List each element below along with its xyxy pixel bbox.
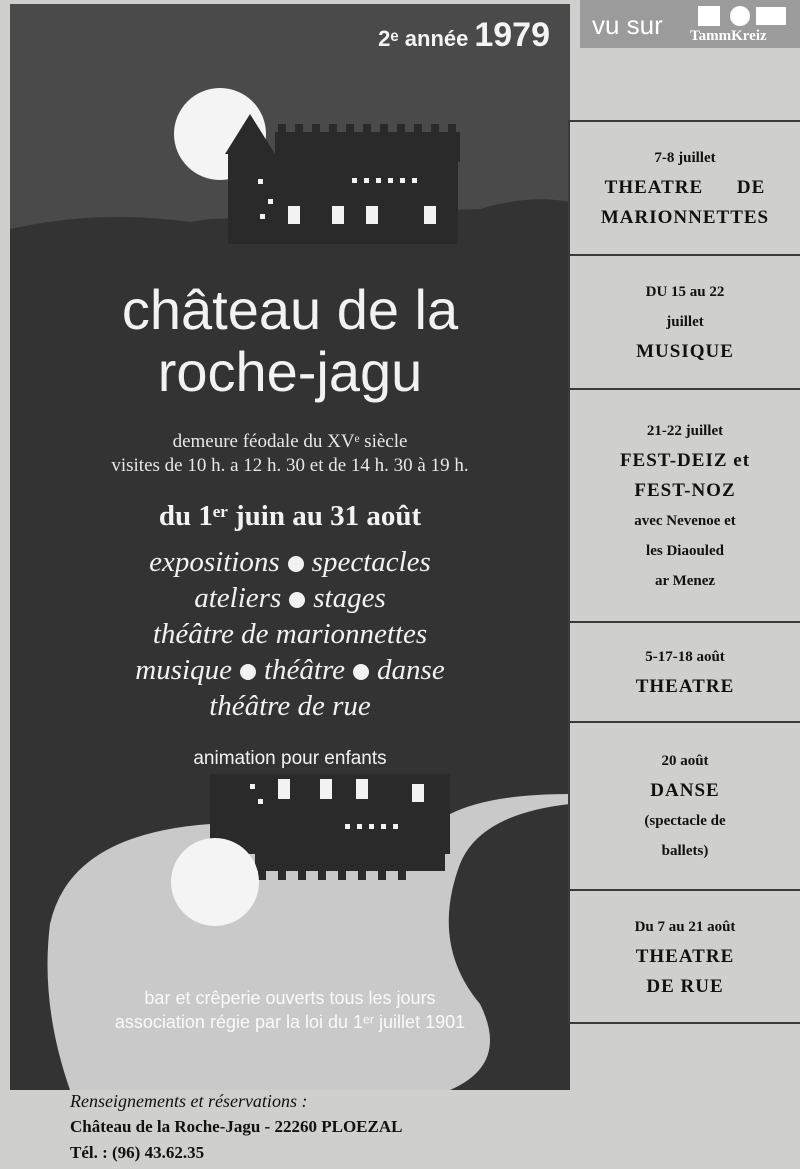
schedule-event: THEATRE DE xyxy=(604,177,766,198)
bullet-icon xyxy=(288,556,304,572)
schedule-item xyxy=(568,889,800,1022)
schedule-date: DU 15 au 22 xyxy=(645,284,725,300)
activity-item: théâtre xyxy=(263,654,346,686)
schedule-item xyxy=(568,254,800,388)
schedule-event: THEATRE xyxy=(635,676,735,697)
bullet-icon xyxy=(353,664,369,680)
activity-line xyxy=(10,616,570,652)
title-line-1: château de la xyxy=(121,278,459,341)
footer-info xyxy=(70,1088,402,1166)
activity-item: théâtre de marionnettes xyxy=(152,618,428,650)
info-heading: Renseignements et réservations : xyxy=(70,1091,308,1111)
schedule-item xyxy=(568,621,800,721)
schedule-detail: ballets) xyxy=(661,843,709,859)
activity-item: danse xyxy=(377,654,445,686)
schedule-date: Du 7 au 21 août xyxy=(634,918,736,935)
moon-reflection-icon xyxy=(171,838,259,926)
schedule-divider xyxy=(568,1022,800,1024)
activity-item: expositions xyxy=(149,546,280,578)
schedule-event: MUSIQUE xyxy=(636,341,734,362)
bullet-icon xyxy=(240,664,256,680)
title-line-2: roche-jagu xyxy=(157,340,423,403)
activity-line xyxy=(10,688,570,724)
schedule-item xyxy=(568,120,800,254)
phone: Tél. : (96) 43.62.35 xyxy=(70,1143,205,1162)
schedule-event: DANSE xyxy=(650,780,720,801)
schedule-detail: avec Nevenoe et xyxy=(634,512,736,529)
poster-subtitle xyxy=(10,430,570,478)
activities-list xyxy=(10,544,570,724)
activity-line xyxy=(10,652,570,688)
edition-year xyxy=(378,16,550,55)
schedule-date: 21-22 juillet xyxy=(646,422,724,439)
subtitle-line-2: visites de 10 h. a 12 h. 30 et de 14 h. 30 à 19 h. xyxy=(111,455,469,476)
schedule-date: juillet xyxy=(666,314,704,330)
edition-label: 2ᵉ année xyxy=(378,26,469,51)
schedule-date: 20 août xyxy=(661,753,709,769)
schedule-detail: les Diaouled xyxy=(646,542,724,559)
poster xyxy=(10,4,570,1090)
tammkreiz-brand: TammKreiz xyxy=(690,28,767,44)
schedule-event: THEATRE xyxy=(635,945,735,967)
schedule-event: DE RUE xyxy=(646,975,724,997)
bar-info xyxy=(10,986,570,1034)
bar-line-1: bar et crêperie ouverts tous les jours xyxy=(144,988,436,1008)
activity-item: ateliers xyxy=(194,582,282,614)
schedule-event: MARIONNETTES xyxy=(600,207,770,228)
season-dates: du 1ᵉʳ juin au 31 août xyxy=(158,500,422,532)
bullet-icon xyxy=(289,592,305,608)
activity-item: musique xyxy=(135,654,232,686)
address: Château de la Roche-Jagu - 22260 PLOEZAL xyxy=(70,1117,403,1136)
schedule-event: FEST-DEIZ et xyxy=(619,449,751,471)
schedule-detail: (spectacle de xyxy=(644,813,726,829)
subtitle-line-1: demeure féodale du XVᵉ siècle xyxy=(172,431,408,452)
bar-line-2: association régie par la loi du 1ᵉʳ juillet 1901 xyxy=(114,1012,466,1032)
poster-title xyxy=(10,279,570,403)
vu-sur-label: vu sur xyxy=(592,10,663,40)
schedule-item xyxy=(568,721,800,889)
activity-item: théâtre de rue xyxy=(209,690,371,722)
activity-item: spectacles xyxy=(311,546,431,578)
schedule-date: 5-17-18 août xyxy=(645,649,725,665)
schedule-column xyxy=(568,120,800,1024)
activity-line xyxy=(10,544,570,580)
schedule-date: 7-8 juillet xyxy=(654,150,716,166)
schedule-item xyxy=(568,388,800,621)
schedule-event: FEST-NOZ xyxy=(634,479,736,501)
activity-item: stages xyxy=(313,582,386,614)
year-label: 1979 xyxy=(474,16,550,54)
children-animation: animation pour enfants xyxy=(193,748,387,769)
activity-line xyxy=(10,580,570,616)
schedule-detail: ar Menez xyxy=(654,572,716,589)
